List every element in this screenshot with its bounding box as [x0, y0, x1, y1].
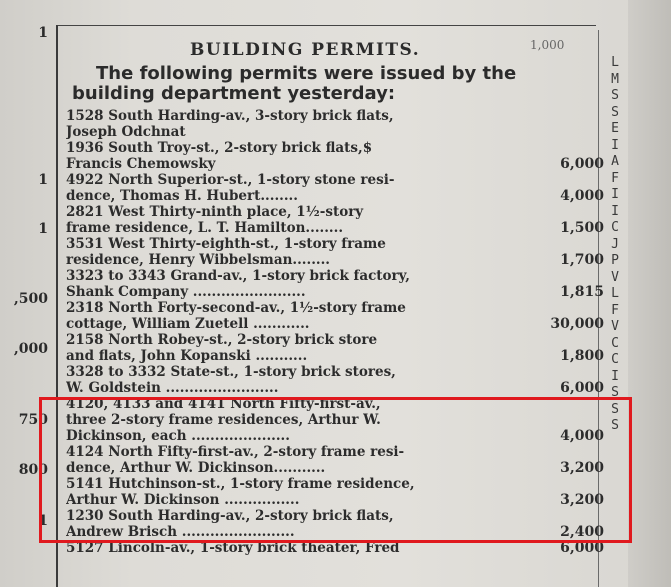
- strip-letter: C: [611, 220, 619, 235]
- strip-letter: P: [611, 253, 619, 268]
- permit-amount: 1,500: [560, 220, 604, 236]
- permit-amount: 6,000: [560, 380, 604, 396]
- highlight-box: [39, 397, 632, 543]
- left-margin-number: 800: [18, 462, 48, 478]
- permit-entry: [66, 332, 604, 364]
- left-margin-number: 750: [18, 412, 48, 428]
- permit-entry: [66, 140, 604, 172]
- strip-letter: L: [611, 55, 619, 70]
- page-edge-shadow: [628, 0, 671, 587]
- strip-letter: C: [611, 352, 619, 367]
- intro-line-2: building department yesterday:: [72, 83, 396, 104]
- strip-letter: E: [611, 121, 619, 136]
- permit-line: 1230 South Harding-av., 2-story brick flats,: [66, 508, 394, 524]
- strip-letter: S: [611, 104, 619, 120]
- left-margin-number: 1: [38, 513, 48, 529]
- permit-line: Francis Chemowsky: [66, 156, 216, 172]
- permit-line: three 2-story frame residences, Arthur W.: [66, 412, 381, 428]
- left-margin-number: 1: [38, 221, 48, 237]
- permit-line: 3531 West Thirty-eighth-st., 1-story frame: [66, 236, 386, 252]
- strip-letter: V: [611, 269, 619, 285]
- permit-line: 5141 Hutchinson-st., 1-story frame residence,: [66, 476, 415, 492]
- permit-line: residence, Henry Wibbelsman........: [66, 252, 330, 268]
- permit-line: Joseph Odchnat: [66, 124, 186, 140]
- permit-line: Arthur W. Dickinson ................: [66, 492, 300, 508]
- left-margin-number: 1: [38, 25, 48, 41]
- strip-letter: S: [611, 88, 619, 103]
- permit-amount: 6,000: [560, 540, 604, 556]
- strip-letter: A: [611, 154, 619, 169]
- permit-line: 1528 South Harding-av., 3-story brick flats,: [66, 108, 394, 124]
- permit-line: W. Goldstein ........................: [66, 380, 279, 396]
- permit-line: Dickinson, each .....................: [66, 428, 290, 444]
- strip-letter: I: [611, 203, 619, 219]
- strip-letter: F: [611, 170, 619, 186]
- strip-letter: F: [611, 302, 619, 318]
- permit-line: 2821 West Thirty-ninth place, 1½-story: [66, 204, 364, 220]
- column-top-rule: [56, 25, 596, 26]
- permit-amount: 4,000: [560, 188, 604, 204]
- adjacent-column-strip: [605, 55, 625, 435]
- permit-amount: 1,815: [560, 284, 604, 300]
- permit-amount: 30,000: [550, 316, 604, 332]
- permit-line: 4922 North Superior-st., 1-story stone resi-: [66, 172, 395, 188]
- column-heading: BUILDING PERMITS.: [190, 40, 421, 60]
- permit-line: 4124 North Fifty-first-av., 2-story frame resi-: [66, 444, 405, 460]
- strip-letter: I: [611, 187, 619, 202]
- permit-line: and flats, John Kopanski ...........: [66, 348, 308, 364]
- permit-entry: [66, 204, 604, 236]
- permit-line: 3323 to 3343 Grand-av., 1-story brick factory,: [66, 268, 410, 284]
- strip-letter: J: [611, 236, 619, 252]
- intro-paragraph: [72, 64, 587, 104]
- permit-line: 2318 North Forty-second-av., 1½-story frame: [66, 300, 406, 316]
- permit-line: frame residence, L. T. Hamilton........: [66, 220, 344, 236]
- left-margin-number: 1: [38, 172, 48, 188]
- left-margin-number: ,000: [13, 341, 48, 357]
- strip-letter: L: [611, 286, 619, 301]
- permit-line: dence, Thomas H. Hubert........: [66, 188, 298, 204]
- permit-amount: 6,000: [560, 156, 604, 172]
- faint-top-number: 1,000: [530, 38, 565, 52]
- permit-line: 2158 North Robey-st., 2-story brick store: [66, 332, 378, 348]
- strip-letter: I: [611, 137, 619, 153]
- strip-letter: S: [611, 401, 619, 417]
- permit-amount: 1,700: [560, 252, 604, 268]
- permit-entry: [66, 172, 604, 204]
- permit-amount: 2,400: [560, 524, 604, 540]
- permit-entry: [66, 364, 604, 396]
- left-margin-number: ,500: [13, 291, 48, 307]
- permit-amount: 3,200: [560, 460, 604, 476]
- strip-letter: S: [611, 418, 619, 433]
- permit-entry: [66, 268, 604, 300]
- permit-entry: [66, 300, 604, 332]
- strip-letter: I: [611, 368, 619, 384]
- permit-line: 3328 to 3332 State-st., 1-story brick stores,: [66, 364, 396, 380]
- permit-amount: 1,800: [560, 348, 604, 364]
- permit-line: 1936 South Troy-st., 2-story brick flats,$: [66, 140, 373, 156]
- permit-line: 4120, 4133 and 4141 North Fifty-first-av.,: [66, 396, 381, 412]
- permit-line: 5127 Lincoln-av., 1-story brick theater, Fred: [66, 540, 400, 556]
- permit-line: Andrew Brisch ........................: [66, 524, 295, 540]
- permit-line: dence, Arthur W. Dickinson...........: [66, 460, 326, 476]
- permit-amount: 3,200: [560, 492, 604, 508]
- permit-entry: [66, 236, 604, 268]
- strip-letter: M: [611, 71, 619, 87]
- strip-letter: S: [611, 385, 619, 400]
- strip-letter: C: [611, 335, 619, 351]
- permit-line: Shank Company ........................: [66, 284, 306, 300]
- intro-line-1: The following permits were issued by the: [96, 63, 517, 84]
- permit-entry: [66, 108, 596, 140]
- strip-letter: V: [611, 319, 619, 334]
- permit-amount: 4,000: [560, 428, 604, 444]
- permit-line: cottage, William Zuetell ............: [66, 316, 310, 332]
